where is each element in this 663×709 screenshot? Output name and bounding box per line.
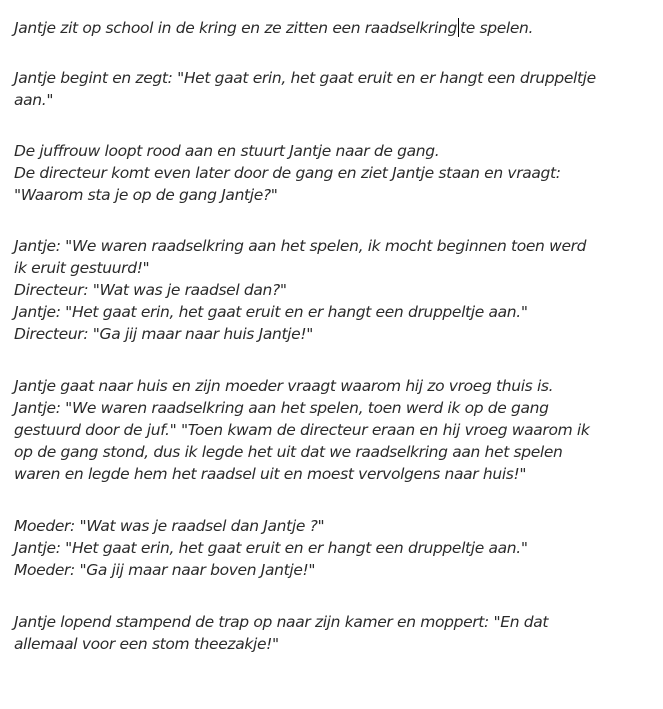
text-line-7[interactable]: Jantje: "We waren raadselkring aan het spelen, ik mocht beginnen toen werd: [14, 237, 587, 255]
text-line-5[interactable]: De directeur komt even later door de gang en ziet Jantje staan en vraagt:: [14, 164, 561, 182]
text-line-16[interactable]: waren en legde hem het raadsel uit en moest vervolgens naar huis!": [14, 465, 527, 483]
text-line-20[interactable]: Jantje lopend stampend de trap op naar zijn kamer en moppert: "En dat: [14, 613, 549, 631]
text-line-1[interactable]: [14, 18, 533, 40]
text-line-15[interactable]: op de gang stond, dus ik legde het uit dat we raadselkring aan het spelen: [14, 443, 563, 461]
text-line-21[interactable]: allemaal voor een stom theezakje!": [14, 635, 279, 653]
text-line-18[interactable]: Jantje: "Het gaat erin, het gaat eruit en er hangt een druppeltje aan.": [14, 539, 528, 557]
text-line-2[interactable]: Jantje begint en zegt: "Het gaat erin, het gaat eruit en er hangt een druppeltje: [14, 69, 596, 87]
text-line-17[interactable]: Moeder: "Wat was je raadsel dan Jantje ?": [14, 517, 325, 535]
text-line-3[interactable]: aan.": [14, 91, 54, 109]
text-line-11[interactable]: Directeur: "Ga jij maar naar huis Jantje!": [14, 325, 313, 343]
text-line-10[interactable]: Jantje: "Het gaat erin, het gaat eruit en er hangt een druppeltje aan.": [14, 303, 528, 321]
text-line-19[interactable]: Moeder: "Ga jij maar naar boven Jantje!": [14, 561, 316, 579]
text-line-4[interactable]: De juffrouw loopt rood aan en stuurt Jantje naar de gang.: [14, 142, 440, 160]
text-line-9[interactable]: Directeur: "Wat was je raadsel dan?": [14, 281, 287, 299]
text-line-13[interactable]: Jantje: "We waren raadselkring aan het spelen, toen werd ik op de gang: [14, 399, 549, 417]
text-line-14[interactable]: gestuurd door de juf." "Toen kwam de directeur eraan en hij vroeg waarom ik: [14, 421, 590, 439]
text-line-8[interactable]: ik eruit gestuurd!": [14, 259, 150, 277]
text-line-6[interactable]: "Waarom sta je op de gang Jantje?": [14, 186, 278, 204]
text-caret: [458, 18, 459, 37]
text-line-12[interactable]: Jantje gaat naar huis en zijn moeder vraagt waarom hij zo vroeg thuis is.: [14, 377, 554, 395]
text-after-caret: te spelen.: [460, 19, 534, 37]
text-before-caret: Jantje zit op school in de kring en ze zitten een raadselkring: [14, 19, 457, 37]
